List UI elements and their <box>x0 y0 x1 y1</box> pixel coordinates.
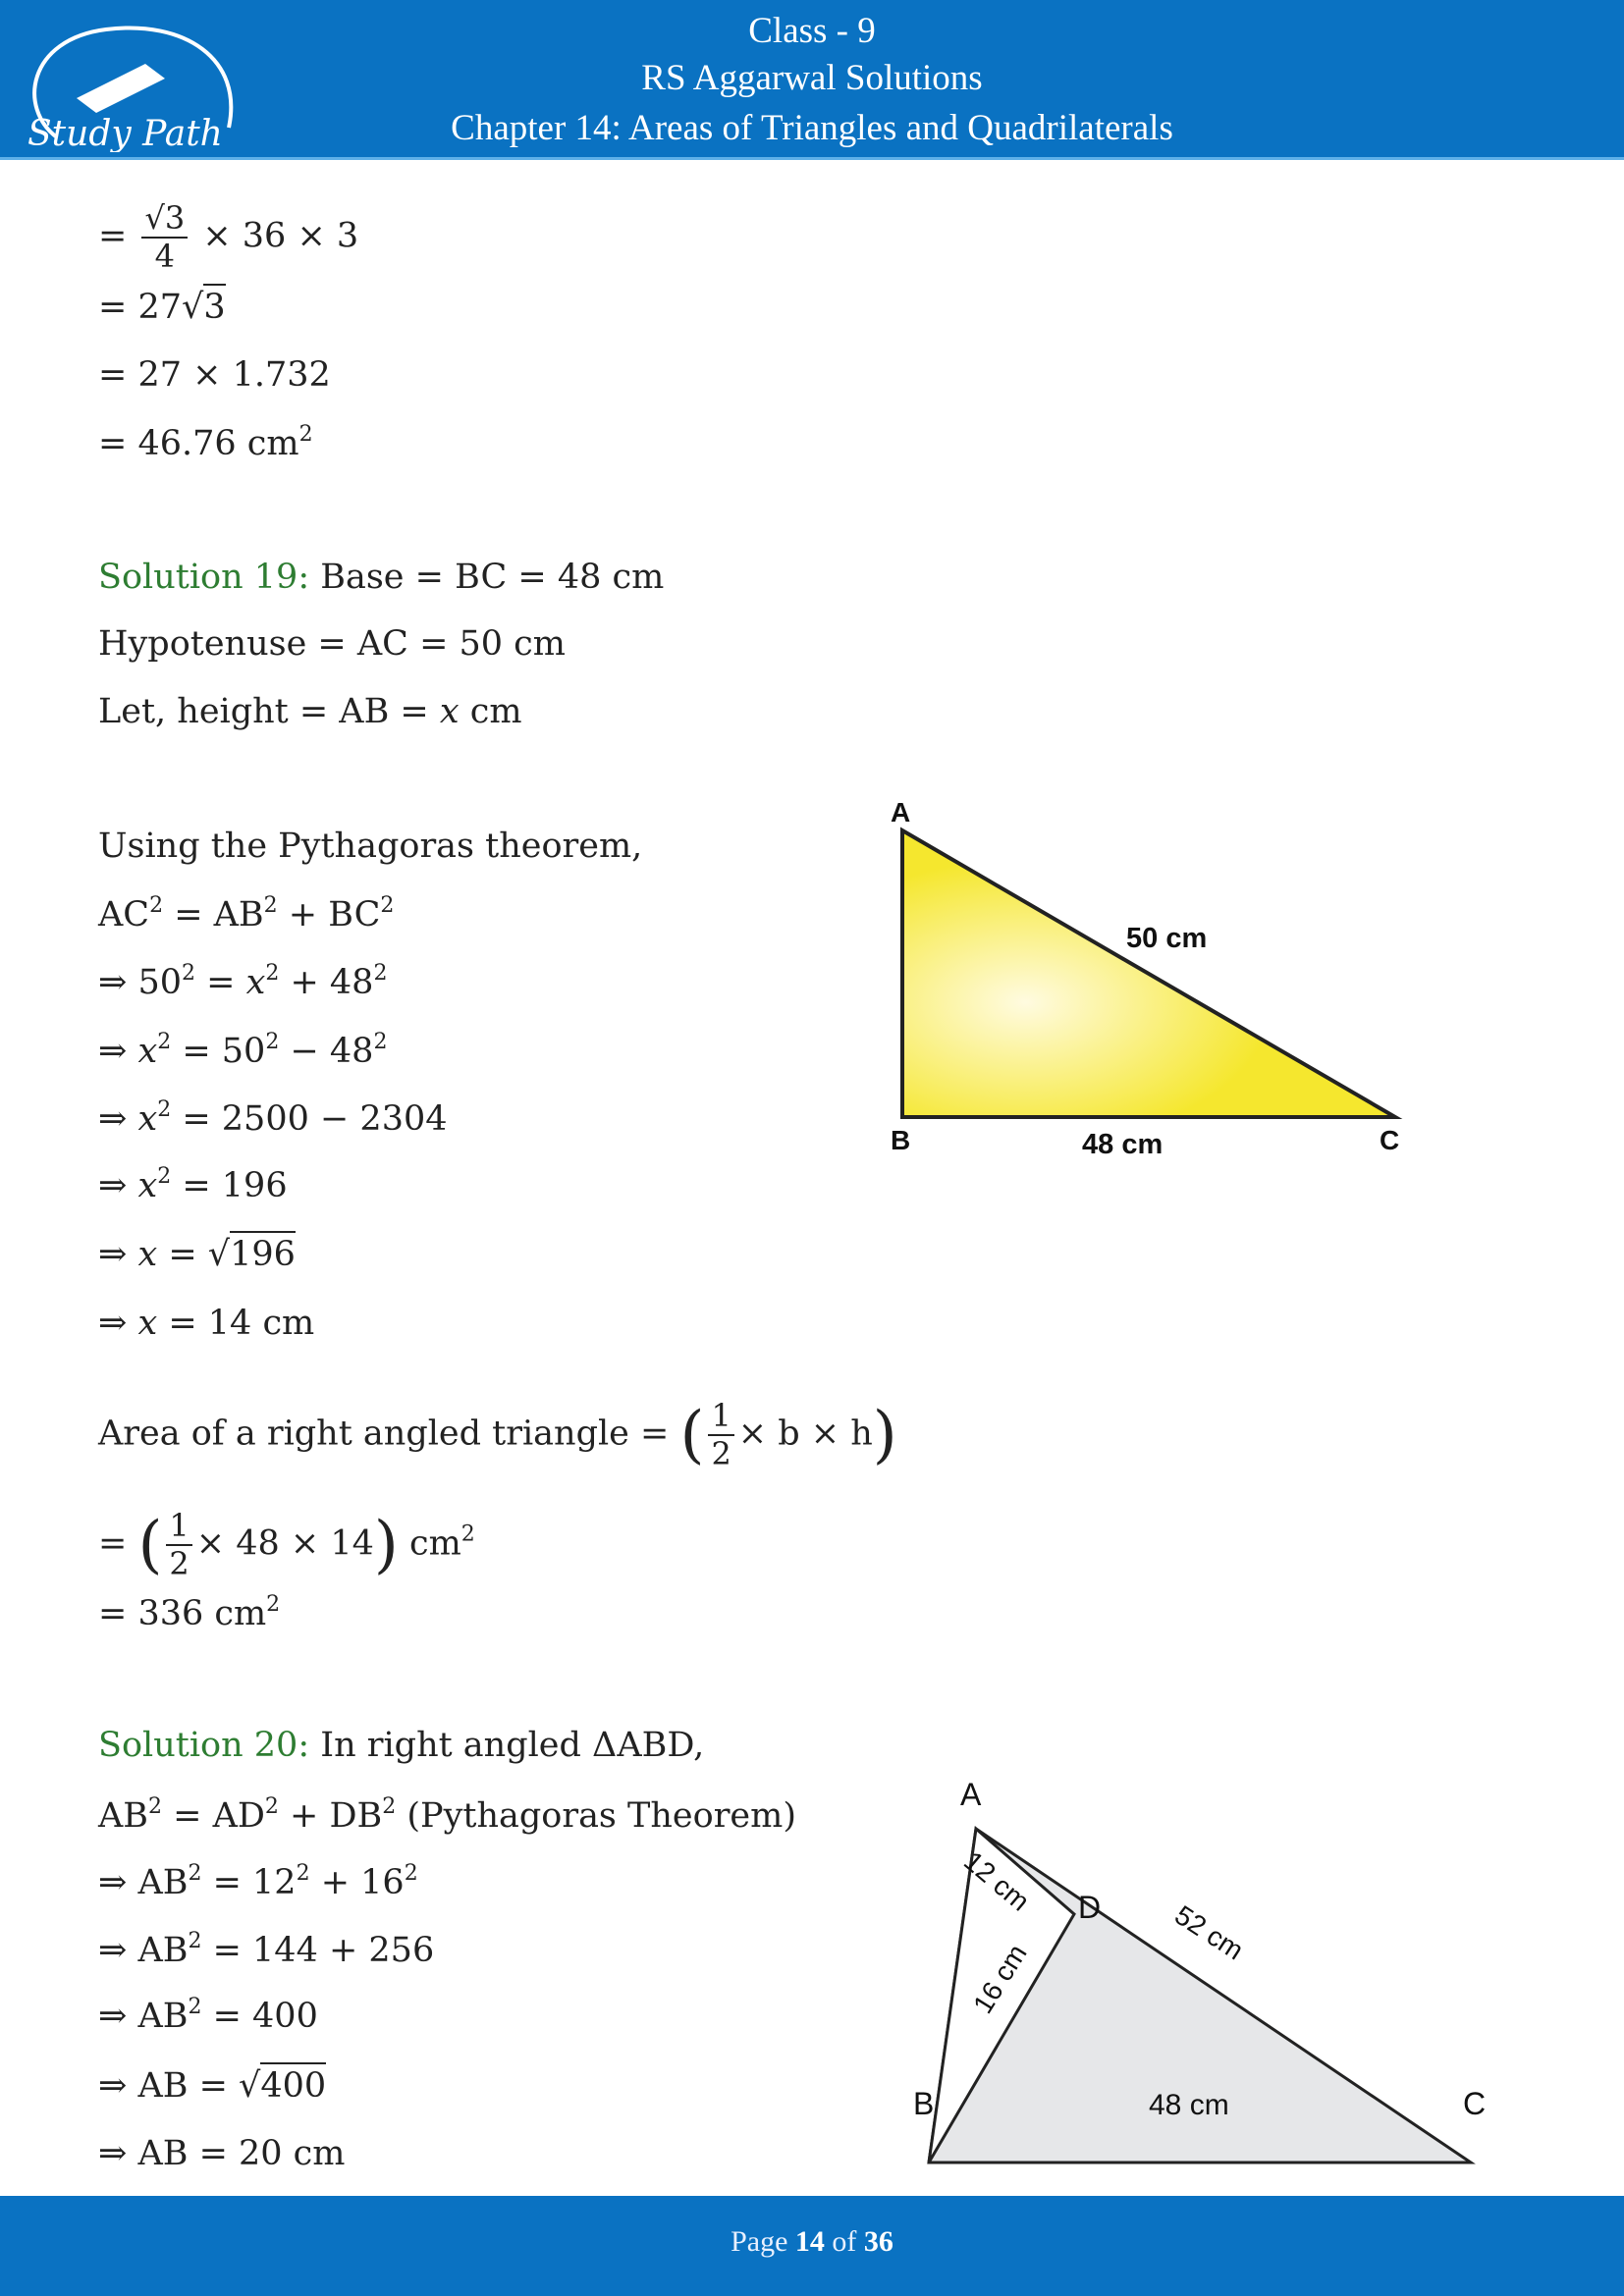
label-ac: 52 cm <box>1169 1899 1249 1966</box>
radicand: 400 <box>260 2062 326 2106</box>
text: = <box>157 1235 208 1274</box>
text: ⇒ AB = 20 cm <box>98 2134 346 2173</box>
solution-heading: Solution 20: <box>98 1726 310 1765</box>
text: ⇒ <box>98 1304 138 1343</box>
vertex-d: D <box>1078 1890 1102 1925</box>
text: ⇒ <box>98 1099 138 1139</box>
text: = 50 <box>171 1032 266 1071</box>
label-base: 48 cm <box>1082 1129 1164 1160</box>
label-bc: 48 cm <box>1149 2089 1229 2121</box>
label-bd: 16 cm <box>967 1939 1033 2019</box>
text: ⇒ <box>98 1166 138 1205</box>
radicand: 3 <box>203 284 225 327</box>
text: = <box>195 963 246 1002</box>
fraction-numerator: √3 <box>141 200 188 239</box>
text: = 400 <box>201 1997 318 2036</box>
superscript: 2 <box>404 1861 418 1886</box>
text: = 196 <box>171 1166 288 1205</box>
text: = AB <box>163 895 264 934</box>
header-book: RS Aggarwal Solutions <box>641 58 983 98</box>
variable: x <box>137 1235 158 1274</box>
vertex-a: A <box>891 797 911 828</box>
variable: x <box>137 1304 158 1343</box>
fraction-denominator: 4 <box>154 237 175 275</box>
text: Hypotenuse = AC = 50 cm <box>98 624 566 664</box>
fraction-denominator: 2 <box>711 1434 731 1472</box>
superscript: 2 <box>182 961 195 986</box>
text: Using the Pythagoras theorem, <box>98 827 643 866</box>
text: = 46.76 cm <box>98 424 299 463</box>
text: = 12 <box>201 1863 297 1902</box>
superscript: 2 <box>373 1030 388 1054</box>
vertex-c-2: C <box>1463 2086 1487 2121</box>
label-ad: 12 cm <box>958 1845 1036 1917</box>
superscript: 2 <box>265 1030 280 1054</box>
text: ⇒ AB <box>98 1997 189 2036</box>
vertex-b-2: B <box>913 2086 935 2121</box>
text: ⇒ AB <box>98 1863 189 1902</box>
text: cm <box>459 692 522 731</box>
text: cm <box>398 1523 461 1564</box>
superscript: 2 <box>264 1794 279 1819</box>
superscript: 2 <box>157 1097 172 1122</box>
label-hypotenuse: 50 cm <box>1126 923 1208 954</box>
superscript: 2 <box>149 893 164 918</box>
text: = 2500 − 2304 <box>171 1099 448 1139</box>
header-class: Class - 9 <box>748 11 876 51</box>
variable: x <box>245 963 266 1002</box>
superscript: 2 <box>157 1164 172 1189</box>
variable: x <box>137 1099 158 1139</box>
text: = 27 × 1.732 <box>98 355 331 395</box>
text: + DB <box>278 1796 383 1836</box>
text: In right angled ΔABD, <box>309 1726 705 1765</box>
solution-heading: Solution 19: <box>98 558 310 597</box>
fraction-numerator: 1 <box>708 1398 733 1436</box>
svg-text:Study Path: Study Path <box>27 114 223 152</box>
variable: x <box>137 1166 158 1205</box>
text: = 14 cm <box>157 1304 315 1343</box>
text: − 48 <box>279 1032 374 1071</box>
text: ⇒ <box>98 1235 138 1274</box>
text: × 36 × 3 <box>191 216 359 256</box>
variable: x <box>137 1032 158 1071</box>
superscript: 2 <box>382 1794 397 1819</box>
total-pages: 36 <box>863 2225 893 2258</box>
superscript: 2 <box>263 893 278 918</box>
page-footer <box>0 2196 1624 2296</box>
text: AC <box>98 895 150 934</box>
vertex-c: C <box>1380 1125 1400 1155</box>
superscript: 2 <box>296 1861 310 1886</box>
fraction-numerator: 1 <box>166 1508 191 1546</box>
page-prefix: Page <box>731 2225 788 2258</box>
text: ⇒ 50 <box>98 963 182 1002</box>
superscript: 2 <box>188 1929 202 1953</box>
text: = <box>98 1523 138 1564</box>
parenthesis: ) <box>872 1398 897 1471</box>
radical-icon: √ <box>239 2066 261 2106</box>
text: ⇒ AB <box>98 1931 189 1970</box>
fraction-denominator: 2 <box>169 1544 189 1582</box>
text: Area of a right angled triangle = <box>98 1414 680 1454</box>
text: = 336 cm <box>98 1594 267 1633</box>
text: AB <box>98 1796 148 1836</box>
text: (Pythagoras Theorem) <box>396 1796 796 1836</box>
radical-icon: √ <box>182 288 204 327</box>
superscript: 2 <box>266 1592 281 1617</box>
text: = 27 <box>98 288 182 327</box>
text: = 144 + 256 <box>201 1931 435 1970</box>
variable: x <box>439 692 460 731</box>
text: + 16 <box>309 1863 405 1902</box>
header-chapter: Chapter 14: Areas of Triangles and Quadrilaterals <box>451 108 1173 148</box>
page-number <box>0 2225 1624 2259</box>
superscript: 2 <box>373 961 388 986</box>
parenthesis: ( <box>679 1398 705 1471</box>
text: = AD <box>162 1796 265 1836</box>
superscript: 2 <box>188 1861 202 1886</box>
radical-icon: √ <box>207 1235 231 1274</box>
radicand: 196 <box>230 1231 296 1274</box>
page-of: of <box>832 2225 857 2258</box>
text: + 48 <box>279 963 374 1002</box>
superscript: 2 <box>157 1030 172 1054</box>
superscript: 2 <box>148 1794 162 1819</box>
superscript: 2 <box>265 961 280 986</box>
parenthesis: ( <box>137 1508 163 1581</box>
vertex-b: B <box>891 1125 911 1155</box>
triangle-abc <box>902 830 1395 1117</box>
text: Base = BC = 48 cm <box>309 558 665 597</box>
text: Let, height = AB = <box>98 692 440 731</box>
superscript: 2 <box>188 1995 202 2019</box>
superscript: 2 <box>380 893 395 918</box>
parenthesis: ) <box>373 1508 399 1581</box>
superscript: 2 <box>460 1522 475 1547</box>
text: ⇒ AB = <box>98 2066 240 2106</box>
text: × 48 × 14 <box>195 1523 374 1564</box>
text: × b × h <box>737 1414 873 1454</box>
superscript: 2 <box>298 422 313 447</box>
text: = <box>98 216 138 256</box>
current-page: 14 <box>794 2225 825 2258</box>
text: + BC <box>277 895 381 934</box>
text: ⇒ <box>98 1032 138 1071</box>
vertex-a-2: A <box>960 1777 982 1812</box>
